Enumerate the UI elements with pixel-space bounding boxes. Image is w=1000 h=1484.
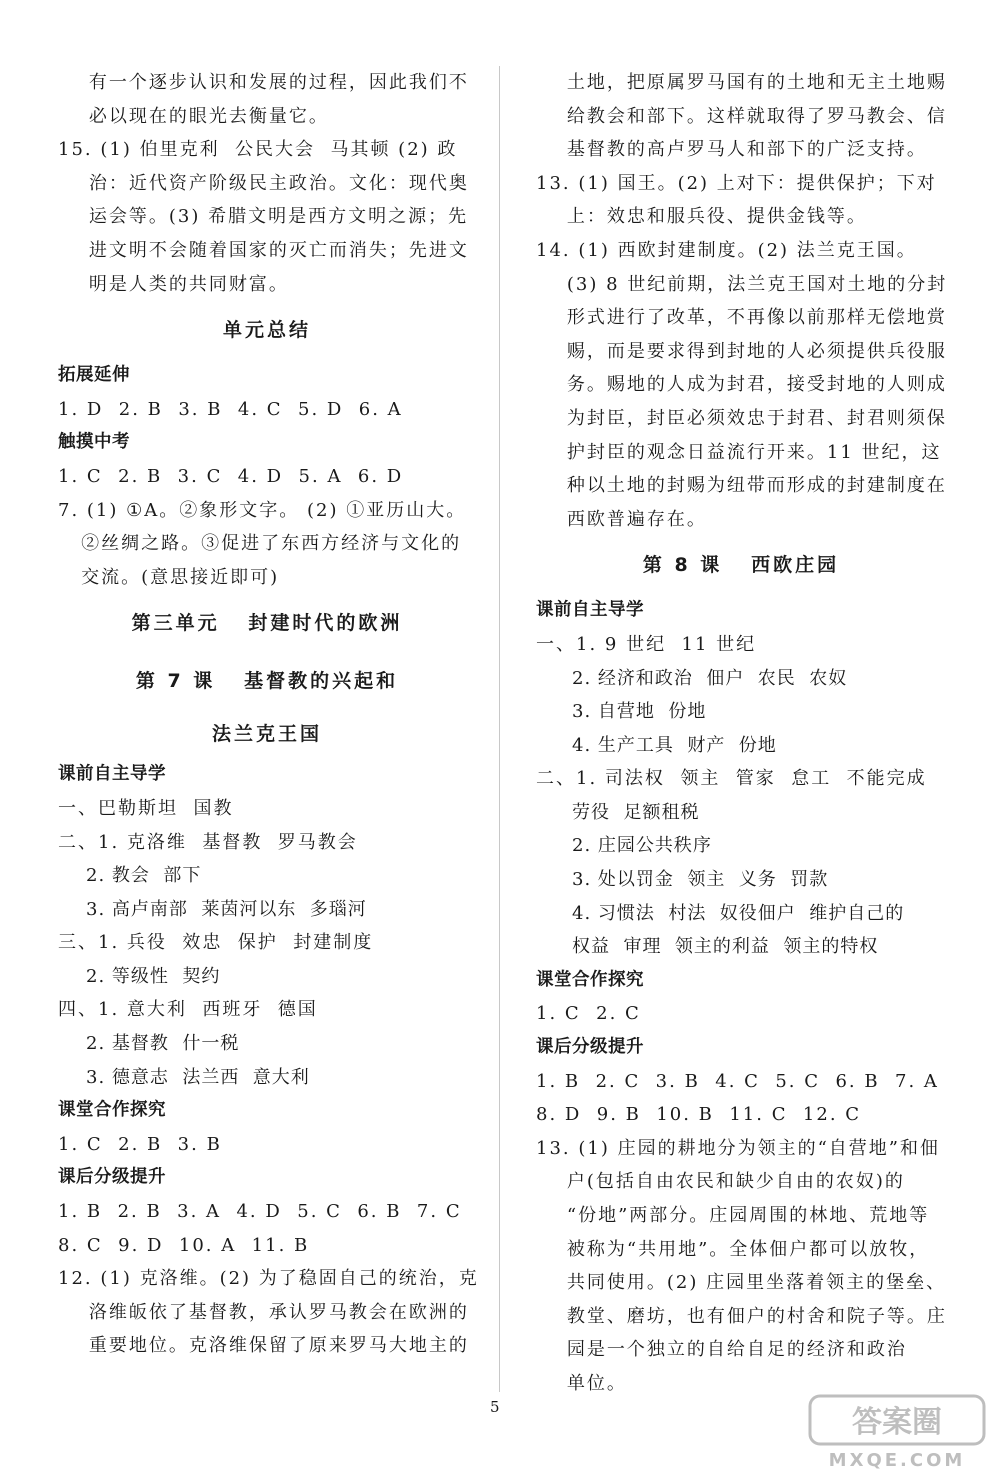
text-line: 3. 德意志 法兰西 意大利 bbox=[86, 1066, 310, 1088]
text-line: 给教会和部下。这样就取得了罗马教会、信 bbox=[536, 105, 947, 127]
text-line: (3) 8 世纪前期，法兰克王国对土地的分封 bbox=[536, 273, 948, 295]
watermark-text: 答案圈 bbox=[852, 1405, 942, 1440]
text-line: 治：近代资产阶级民主政治。文化：现代奥 bbox=[58, 172, 469, 194]
text-line: 7. (1) ①A。②象形文字。 (2) ①亚历山大。 bbox=[58, 499, 467, 521]
column-divider bbox=[499, 66, 500, 1392]
watermark-url: MXQE.COM bbox=[828, 1450, 966, 1471]
chapter-title: 单元总结 bbox=[222, 319, 311, 342]
text-line: 2. 经济和政治 佃户 农民 农奴 bbox=[572, 667, 848, 689]
text-line: 4. 生产工具 财产 份地 bbox=[572, 734, 777, 756]
text-line: 15. (1) 伯里克利 公民大会 马其顿 (2) 政 bbox=[58, 139, 458, 161]
text-line: 2. 等级性 契约 bbox=[86, 965, 221, 987]
text-line: 13. (1) 国王。(2) 上对下：提供保护；下对 bbox=[536, 172, 937, 194]
text-line: 必以现在的眼光去衡量它。 bbox=[58, 105, 329, 127]
text-line: 二、1. 司法权 领主 管家 怠工 不能完成 bbox=[536, 768, 927, 790]
text-line: 护封臣的观念日益流行开来。11 世纪，这 bbox=[536, 441, 942, 463]
text-line: 明是人类的共同财富。 bbox=[58, 273, 289, 295]
text-line: 12. (1) 克洛维。(2) 为了稳固自己的统治，克 bbox=[58, 1268, 479, 1290]
text-line: 1. C 2. C bbox=[536, 1003, 641, 1025]
text-line: 户(包括自由农民和缺少自由的农奴)的 bbox=[536, 1171, 905, 1193]
text-line: 有一个逐步认识和发展的过程，因此我们不 bbox=[58, 72, 469, 93]
text-line: 1. B 2. B 3. A 4. D 5. C 6. B 7. C bbox=[58, 1201, 462, 1223]
right-column bbox=[536, 66, 946, 1401]
text-line: 2. 庄园公共秩序 bbox=[572, 835, 712, 857]
text-line: 1. B 2. C 3. B 4. C 5. C 6. B 7. A bbox=[536, 1070, 939, 1092]
watermark-graphic bbox=[808, 1392, 986, 1472]
text-line: 1. D 2. B 3. B 4. C 5. D 6. A bbox=[58, 398, 403, 420]
text-line: 3. 处以罚金 领主 义务 罚款 bbox=[572, 869, 829, 891]
text-line: 权益 审理 领主的利益 领主的特权 bbox=[572, 936, 879, 958]
text-line: 一、巴勒斯坦 国教 bbox=[58, 797, 234, 819]
left-column bbox=[58, 66, 479, 1363]
text-line: 运会等。(3) 希腊文明是西方文明之源；先 bbox=[58, 206, 469, 228]
chapter-title: 第 8 课 西欧庄园 bbox=[642, 554, 840, 577]
text-line: 一、1. 9 世纪 11 世纪 bbox=[536, 633, 757, 655]
chapter-title: 第三单元 封建时代的欧洲 bbox=[131, 612, 403, 635]
text-line: 基督教的高卢罗马人和部下的广泛支持。 bbox=[536, 139, 927, 161]
text-line: 2. 教会 部下 bbox=[86, 865, 202, 887]
text-line: 重要地位。克洛维保留了原来罗马大地主的 bbox=[58, 1335, 469, 1357]
text-line: 教堂、磨坊，也有佃户的村舍和院子等。庄 bbox=[536, 1305, 947, 1327]
text-line: 劳役 足额租税 bbox=[572, 801, 700, 823]
section-heading: 课堂合作探究 bbox=[58, 1100, 166, 1121]
text-line: 1. C 2. B 3. C 4. D 5. A 6. D bbox=[58, 465, 404, 487]
text-line: 4. 习惯法 村法 奴役佃户 维护自己的 bbox=[572, 902, 905, 924]
text-line: 单位。 bbox=[536, 1372, 627, 1394]
text-line: 三、1. 兵役 效忠 保护 封建制度 bbox=[58, 932, 374, 954]
text-line: 3. 自营地 份地 bbox=[572, 701, 707, 723]
text-line: 13. (1) 庄园的耕地分为领主的“自营地”和佃 bbox=[536, 1137, 940, 1159]
text-line: 上：效忠和服兵役、提供金钱等。 bbox=[536, 206, 867, 228]
text-line: 种以土地的封赐为纽带而形成的封建制度在 bbox=[536, 475, 947, 497]
chapter-title: 第 7 课 基督教的兴起和 bbox=[135, 670, 399, 693]
text-line: ②丝绸之路。③促进了东西方经济与文化的 bbox=[58, 533, 462, 555]
text-line: 进文明不会随着国家的灭亡而消失；先进文 bbox=[58, 239, 469, 261]
watermark-logo bbox=[808, 1392, 986, 1472]
text-line: 西欧普遍存在。 bbox=[536, 508, 707, 530]
section-heading: 触摸中考 bbox=[58, 432, 130, 453]
text-line: “份地”两部分。庄园周围的林地、荒地等 bbox=[536, 1205, 930, 1226]
section-heading: 课前自主导学 bbox=[58, 764, 166, 785]
text-line: 园是一个独立的自给自足的经济和政治 bbox=[536, 1339, 907, 1361]
section-heading: 课后分级提升 bbox=[536, 1037, 644, 1058]
section-heading: 课堂合作探究 bbox=[536, 969, 644, 990]
section-heading: 拓展延伸 bbox=[58, 365, 130, 386]
text-line: 务。赐地的人成为封君，接受封地的人则成 bbox=[536, 374, 947, 396]
text-line: 二、1. 克洛维 基督教 罗马教会 bbox=[58, 831, 358, 853]
text-line: 交流。(意思接近即可) bbox=[58, 566, 280, 588]
text-line: 8. C 9. D 10. A 11. B bbox=[58, 1234, 310, 1256]
text-line: 四、1. 意大利 西班牙 德国 bbox=[58, 999, 318, 1021]
text-line: 形式进行了改革，不再像以前那样无偿地赏 bbox=[536, 307, 947, 329]
text-line: 洛维皈依了基督教，承认罗马教会在欧洲的 bbox=[58, 1301, 469, 1323]
text-line: 为封臣，封臣必须效忠于封君、封君则须保 bbox=[536, 407, 947, 429]
section-heading: 课后分级提升 bbox=[58, 1167, 166, 1188]
text-line: 共同使用。(2) 庄园里坐落着领主的堡垒、 bbox=[536, 1272, 947, 1294]
text-line: 被称为“共用地”。全体佃户都可以放牧， bbox=[536, 1238, 930, 1260]
page-number: 5 bbox=[490, 1398, 500, 1416]
text-line: 3. 高卢南部 莱茵河以东 多瑙河 bbox=[86, 898, 367, 920]
text-line: 土地，把原属罗马国有的土地和无主土地赐 bbox=[536, 72, 947, 93]
text-line: 8. D 9. B 10. B 11. C 12. C bbox=[536, 1104, 862, 1126]
chapter-title: 法兰克王国 bbox=[211, 723, 322, 746]
text-line: 赐，而是要求得到封地的人必须提供兵役服 bbox=[536, 340, 947, 362]
section-heading: 课前自主导学 bbox=[536, 600, 644, 621]
text-line: 1. C 2. B 3. B bbox=[58, 1133, 222, 1155]
text-line: 2. 基督教 什一税 bbox=[86, 1033, 240, 1055]
text-line: 14. (1) 西欧封建制度。(2) 法兰克王国。 bbox=[536, 239, 917, 261]
